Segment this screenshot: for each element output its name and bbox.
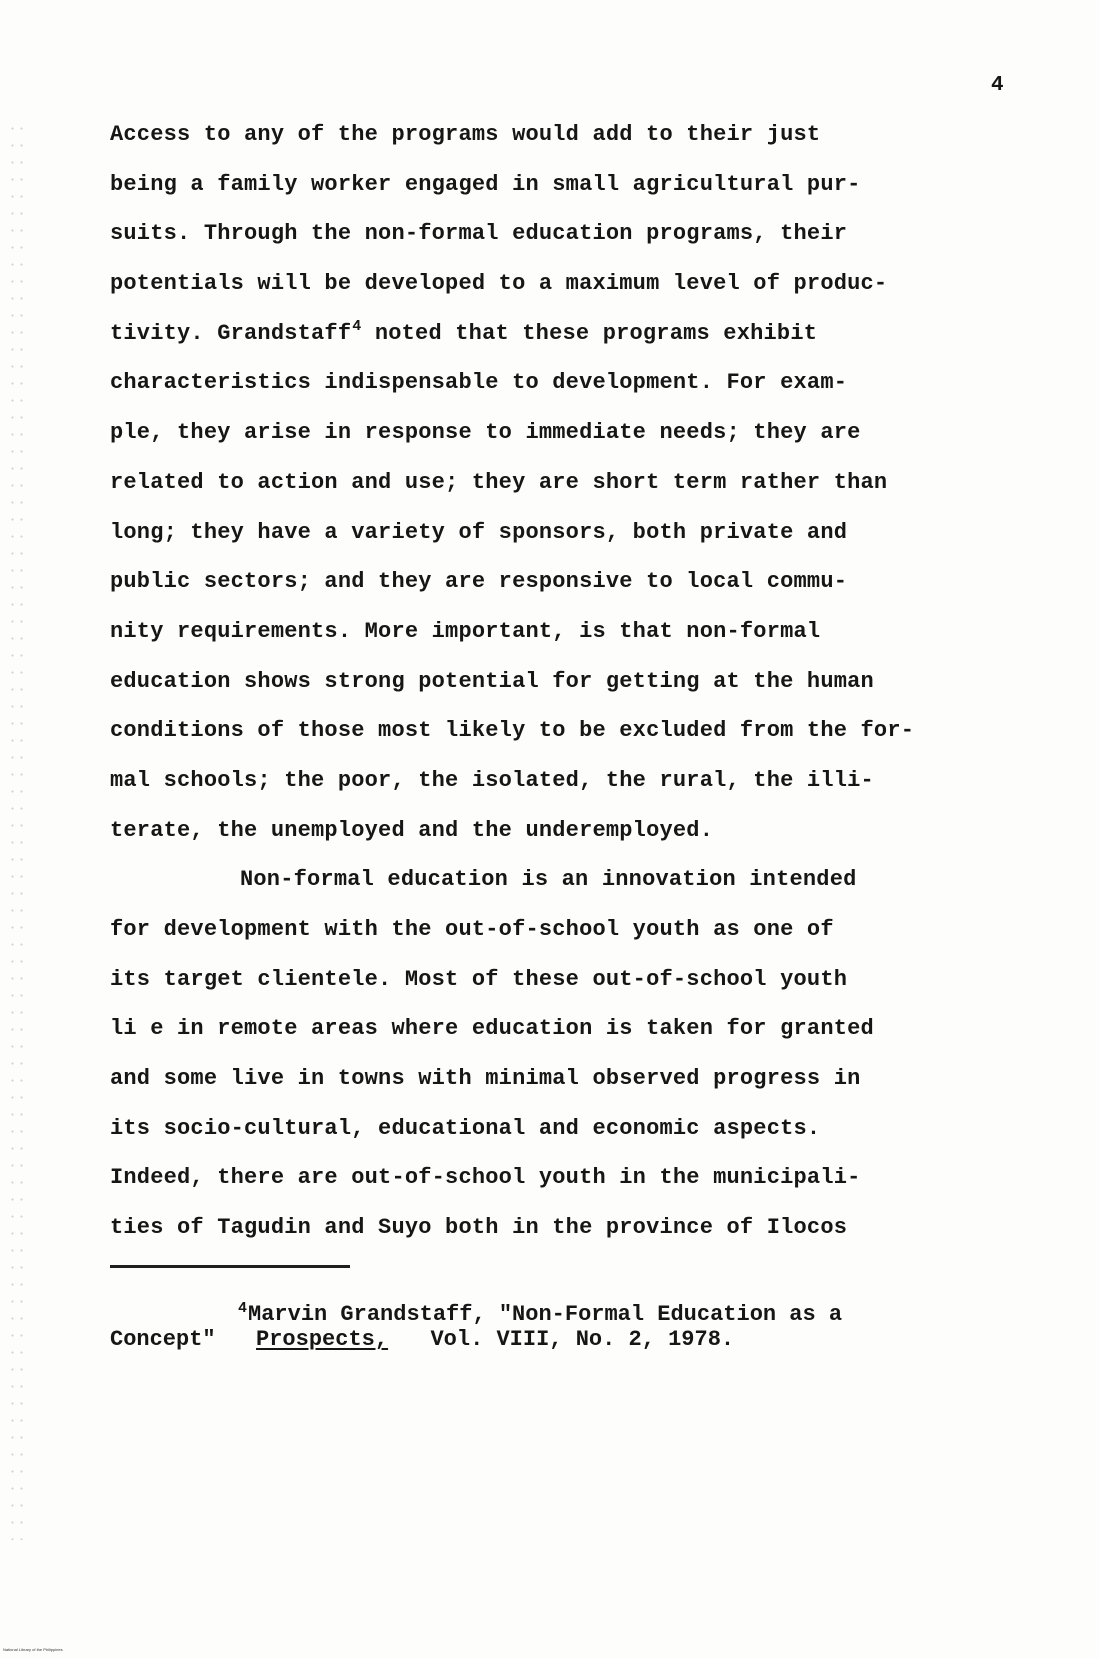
page-number: 4	[991, 74, 1004, 97]
journal-title: Prospects,	[256, 1327, 389, 1352]
text-line: nity requirements. More important, is that non-formal	[110, 618, 821, 644]
scan-noise	[8, 120, 28, 1540]
journal-volume-info: Vol. VIII, No. 2, 1978.	[430, 1327, 735, 1352]
footnote-reference: 4	[352, 317, 362, 335]
footnote-line-1	[110, 1302, 1030, 1327]
text-line: public sectors; and they are responsive to local commu-	[110, 569, 848, 595]
text-line: ple, they arise in response to immediate needs; they are	[110, 420, 861, 446]
text-line: potentials will be developed to a maximum level of produc-	[110, 271, 888, 297]
footnote-number: 4	[238, 1300, 248, 1317]
text-line: conditions of those most likely to be excluded from the for-	[110, 718, 915, 744]
text-line: Indeed, there are out-of-school youth in the municipali-	[110, 1165, 861, 1191]
text-line: mal schools; the poor, the isolated, the rural, the illi-	[110, 767, 874, 793]
text-line: long; they have a variety of sponsors, both private and	[110, 519, 848, 545]
body-text	[110, 110, 1040, 1253]
text-line: ties of Tagudin and Suyo both in the province of Ilocos	[110, 1215, 848, 1241]
text-line: education shows strong potential for getting at the human	[110, 668, 874, 694]
footnote	[110, 1302, 1030, 1352]
text-line: Access to any of the programs would add to their just	[110, 122, 821, 147]
paragraph-start-line: Non-formal education is an innovation intended	[240, 867, 857, 893]
text-line: characteristics indispensable to development. For exam-	[110, 370, 848, 396]
text-line: terate, the unemployed and the underemployed.	[110, 817, 714, 843]
text-line: and some live in towns with minimal observed progress in	[110, 1066, 861, 1092]
text-line: being a family worker engaged in small agricultural pur-	[110, 171, 861, 197]
footnote-concept-label: Concept"	[110, 1327, 216, 1352]
text-line: suits. Through the non-formal education programs, their	[110, 221, 848, 247]
text-line: related to action and use; they are short term rather than	[110, 469, 888, 495]
footnote-text: Marvin Grandstaff, "Non-Formal Education as a	[248, 1302, 843, 1327]
text-line: li e in remote areas where education is taken for granted	[110, 1016, 874, 1042]
footnote-divider	[110, 1265, 350, 1268]
archive-stamp: National Library of the Philippines	[3, 1647, 63, 1652]
line-text-after-reference: noted that these programs exhibit	[361, 320, 818, 346]
text-line: its target clientele. Most of these out-of-school youth	[110, 966, 848, 992]
text-line: for development with the out-of-school youth as one of	[110, 917, 834, 942]
footnote-line-2	[110, 1327, 1030, 1352]
text-line-with-footnote-reference	[110, 309, 1040, 359]
line-text-before-reference: tivity. Grandstaff	[110, 320, 352, 346]
text-line: its socio-cultural, educational and economic aspects.	[110, 1115, 821, 1141]
